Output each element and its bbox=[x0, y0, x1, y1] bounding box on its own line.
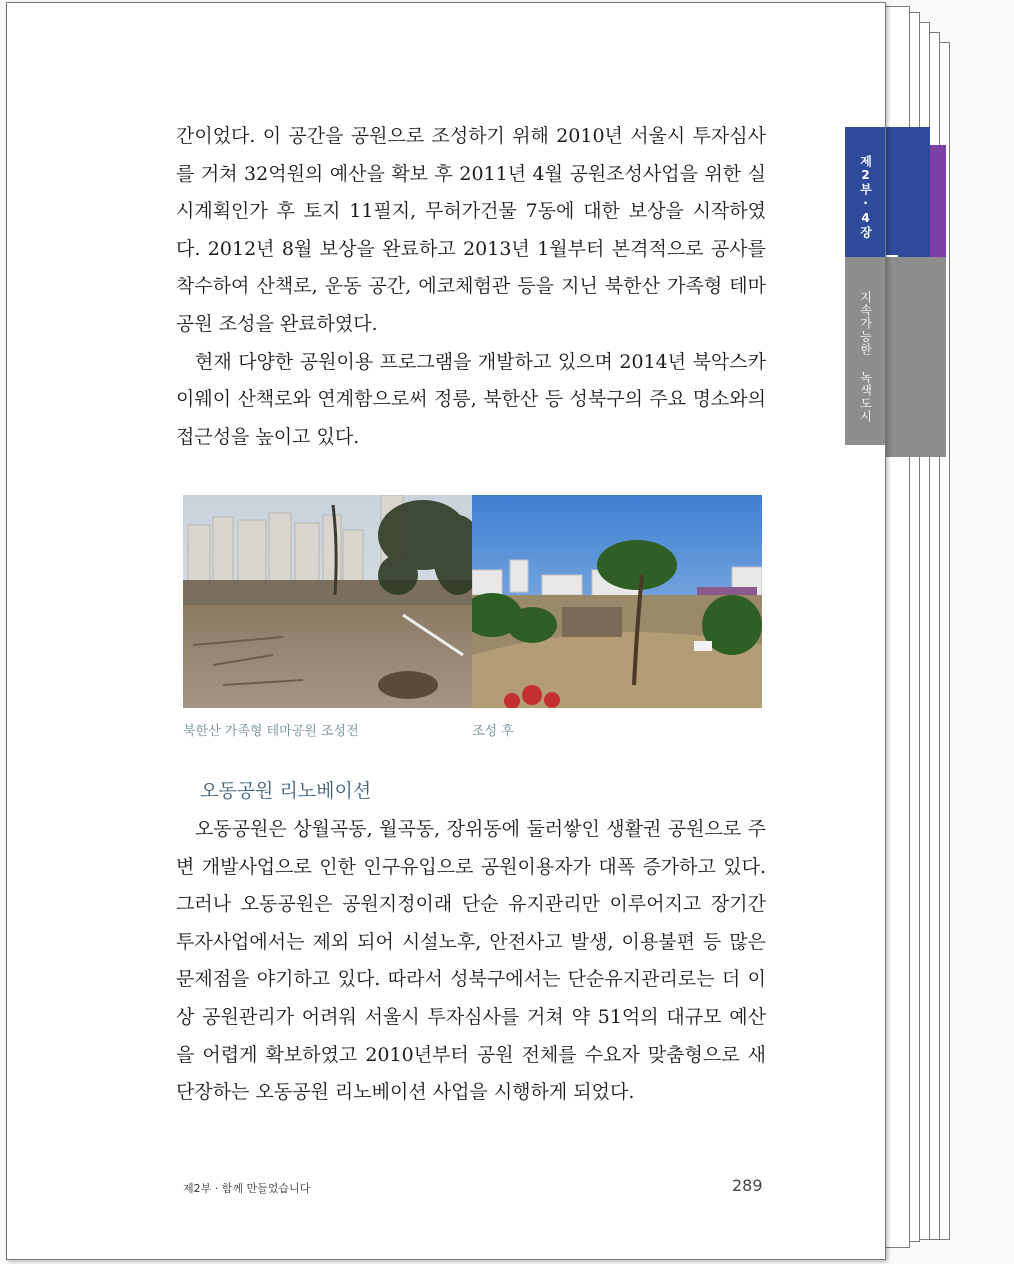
edge-tab-strip bbox=[885, 127, 898, 255]
chapter-tab bbox=[845, 257, 885, 445]
edge-tab-strip bbox=[908, 127, 918, 257]
body-text-top bbox=[176, 118, 766, 456]
chapter-tab-label: 지속가능한 녹색도시 bbox=[858, 291, 873, 423]
photo-after-construction bbox=[472, 495, 762, 708]
footer-section-name: 제2부 · 함께 만들었습니다 bbox=[183, 1182, 311, 1195]
section-title: 오동공원 리노베이션 bbox=[200, 780, 372, 802]
paragraph: 간이었다. 이 공간을 공원으로 조성하기 위해 2010년 서울시 투자심사를 거쳐 32억원의 예산을 확보 후 2011년 4월 공원조성사업을 위한 실시계획인가 후 토지 11필지, 무허가건물 7동에 대한 보상을 시작하였다. 2012년 8월 보상을 완료하고 2013년 1월부터 본격적으로 공사를 착수하여 산책로, 운동 공간, 에코체험관 등을 지닌 북한산 가족형 테마공원 조성을 완료하였다. bbox=[176, 125, 766, 335]
page-number: 289 bbox=[732, 1176, 763, 1195]
edge-tab-strip bbox=[930, 145, 946, 269]
part-tab-label: 제2부·4장 bbox=[858, 155, 873, 239]
edge-tab-strip bbox=[898, 127, 908, 257]
paragraph: 오동공원은 상월곡동, 월곡동, 장위동에 둘러쌓인 생활권 공원으로 주변 개발사업으로 인한 인구유입으로 공원이용자가 대폭 증가하고 있다. 그러나 오동공원은 공원지정이래 단순 유지관리만 이루어지고 장기간 투자사업에서는 제외 되어 시설노후, 안전사고 발생, 이용불편 등 많은 문제점을 야기하고 있다. 따라서 성북구에서는 단순유지관리로는 더 이상 공원관리가 어려워 서울시 투자심사를 거쳐 약 51억의 대규모 예산을 어렵게 확보하였고 2010년부터 공원 전체를 수요자 맞춤형으로 새단장하는 오동공원 리노베이션 사업을 시행하게 되었다. bbox=[176, 818, 766, 1104]
photo-before-construction bbox=[183, 495, 472, 708]
part-tab bbox=[845, 127, 885, 257]
edge-tab-strip bbox=[885, 257, 946, 457]
photo-caption-after: 조성 후 bbox=[472, 724, 514, 739]
edge-tab-strip bbox=[918, 127, 930, 261]
photo-caption-before: 북한산 가족형 테마공원 조성전 bbox=[183, 724, 359, 739]
body-text-bottom bbox=[176, 811, 766, 1112]
paragraph: 현재 다양한 공원이용 프로그램을 개발하고 있으며 2014년 북악스카이웨이 산책로와 연계함으로써 정릉, 북한산 등 성북구의 주요 명소와의 접근성을 높이고 있다. bbox=[176, 350, 766, 448]
